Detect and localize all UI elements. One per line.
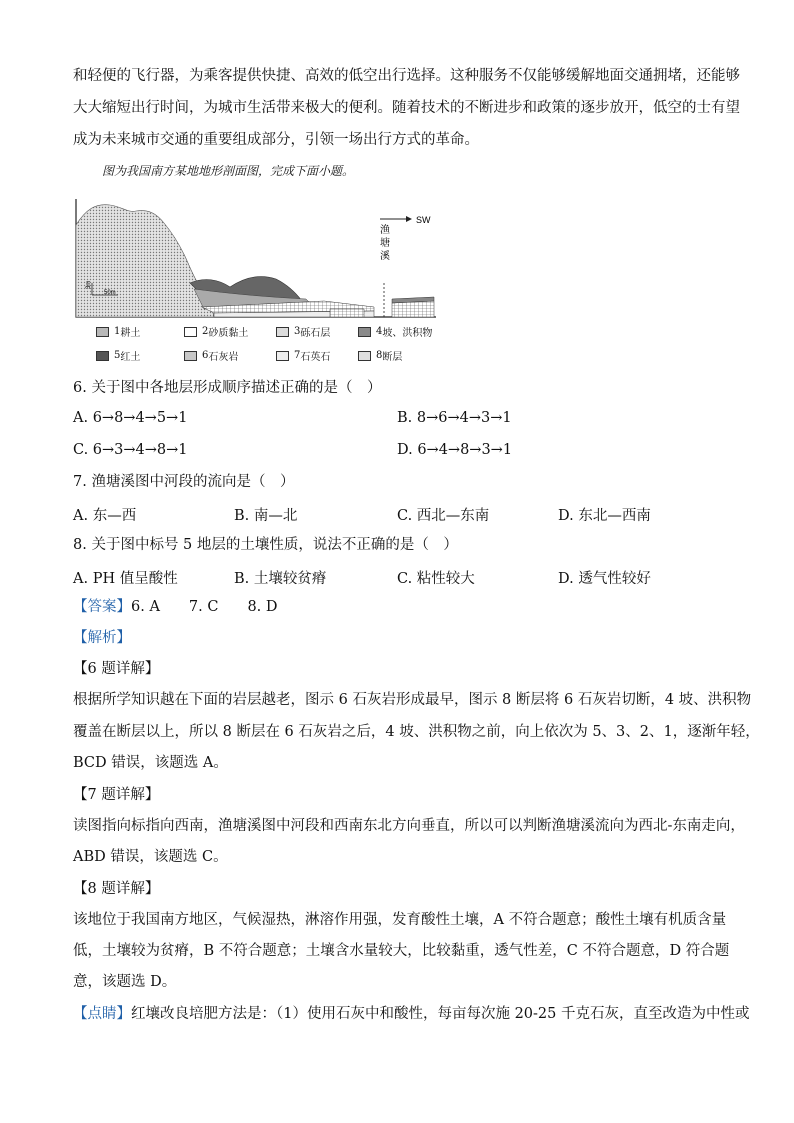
paragraph-line-1: 和轻便的飞行器，为乘客提供快捷、高效的低空出行选择。这种服务不仅能够缓解地面交通拥堵，还能够 xyxy=(73,68,740,84)
question-6-option-c: C. 6→3→4→8→1 xyxy=(73,442,188,458)
detail-8-line-2: 低，土壤较为贫瘠，B 不符合题意；土壤含水量较大，比较黏重，透气性差，C 不符合题意，D 符合题 xyxy=(73,943,730,959)
question-8-option-c: C. 粘性较大 xyxy=(397,571,475,587)
paragraph-line-2: 大大缩短出行时间，为城市生活带来极大的便利。随着技术的不断进步和政策的逐步放开，低空的士有望 xyxy=(73,100,740,116)
detail-7-line-1: 读图指向标指向西南，渔塘溪图中河段和西南东北方向垂直，所以可以判断渔塘溪流向为西北-东南走向， xyxy=(73,818,745,834)
detail-6-line-1: 根据所学知识越在下面的岩层越老，图示 6 石灰岩形成最早，图示 8 断层将 6 石灰岩切断，4 坡、洪积物 xyxy=(73,692,752,708)
direction-arrow-head xyxy=(406,216,412,222)
scale-horizontal-label: 50m xyxy=(104,290,116,296)
legend-item-4: 4 坡、洪积物 xyxy=(358,324,432,339)
limestone-layer xyxy=(76,205,214,317)
river-label-3: 溪 xyxy=(380,251,390,262)
detail-6-line-2: 覆盖在断层以上，所以 8 断层在 6 石灰岩之后，4 坡、洪积物之前，向上依次为 5、3、2、1，逐渐年轻， xyxy=(73,724,760,740)
question-8-option-b: B. 土壤较贫瘠 xyxy=(234,571,327,587)
answer-label: 【答案】 xyxy=(73,599,131,615)
question-7-option-c: C. 西北—东南 xyxy=(397,508,490,524)
river-label-2: 塘 xyxy=(380,238,390,249)
detail-8-line-3: 意，该题选 D。 xyxy=(73,974,177,990)
question-7-option-b: B. 南—北 xyxy=(234,508,298,524)
legend-swatch-7 xyxy=(276,351,289,361)
question-6-option-b: B. 8→6→4→3→1 xyxy=(397,410,512,426)
legend-item-6: 6 石灰岩 xyxy=(184,348,238,363)
tip-label: 【点睛】 xyxy=(73,1006,131,1022)
terrain-profile-figure xyxy=(74,197,444,319)
detail-8-line-1: 该地位于我国南方地区，气候湿热，淋溶作用强，发育酸性土壤，A 不符合题意；酸性土壤有机质含量 xyxy=(73,912,727,928)
figure-intro: 图为我国南方某地地形剖面图，完成下面小题。 xyxy=(102,164,355,178)
terrace-left xyxy=(330,309,364,317)
question-6-option-a: A. 6→8→4→5→1 xyxy=(73,410,188,426)
question-7-option-a: A. 东—西 xyxy=(73,508,137,524)
answer-line xyxy=(73,597,278,617)
detail-7-line-2: ABD 错误，该题选 C。 xyxy=(73,849,228,865)
answer-text: 6. A 7. C 8. D xyxy=(131,599,278,615)
detail-6-title: 【6 题详解】 xyxy=(73,661,160,677)
legend-swatch-6 xyxy=(184,351,197,361)
legend-item-7: 7 石英石 xyxy=(276,348,330,363)
legend-swatch-1 xyxy=(96,327,109,337)
scale-vertical-label: 3m xyxy=(86,280,92,289)
terrace-right xyxy=(392,301,434,317)
legend-item-2: 2 砂质黏土 xyxy=(184,324,248,339)
question-6-option-d: D. 6→4→8→3→1 xyxy=(397,442,513,458)
paragraph-line-3: 成为未来城市交通的重要组成部分，引领一场出行方式的革命。 xyxy=(73,132,479,148)
legend-item-8: 8 断层 xyxy=(358,348,402,363)
direction-label: SW xyxy=(416,215,431,225)
detail-7-title: 【7 题详解】 xyxy=(73,787,160,803)
detail-6-line-3: BCD 错误，该题选 A。 xyxy=(73,755,228,771)
tip-line xyxy=(73,1004,750,1024)
legend-item-3: 3 砾石层 xyxy=(276,324,330,339)
tip-text: 红壤改良培肥方法是：（1）使用石灰中和酸性，每亩每次施 20-25 千克石灰，直至改造为中性或 xyxy=(131,1006,750,1022)
legend-item-5: 5 红土 xyxy=(96,348,140,363)
question-7-stem: 7. 渔塘溪图中河段的流向是（ ） xyxy=(73,474,295,490)
analysis-label: 【解析】 xyxy=(73,630,131,646)
question-7-option-d: D. 东北—西南 xyxy=(558,508,651,524)
question-8-option-a: A. PH 值呈酸性 xyxy=(73,571,178,587)
legend-swatch-4 xyxy=(358,327,371,337)
question-6-stem: 6. 关于图中各地层形成顺序描述正确的是（ ） xyxy=(73,380,382,396)
legend-swatch-8 xyxy=(358,351,371,361)
legend-swatch-3 xyxy=(276,327,289,337)
legend-item-1: 1 耕土 xyxy=(96,324,140,339)
detail-8-title: 【8 题详解】 xyxy=(73,881,160,897)
question-8-stem: 8. 关于图中标号 5 地层的土壤性质，说法不正确的是（ ） xyxy=(73,537,458,553)
river-label-1: 渔 xyxy=(380,225,390,236)
legend-swatch-2 xyxy=(184,327,197,337)
legend-swatch-5 xyxy=(96,351,109,361)
question-8-option-d: D. 透气性较好 xyxy=(558,571,651,587)
